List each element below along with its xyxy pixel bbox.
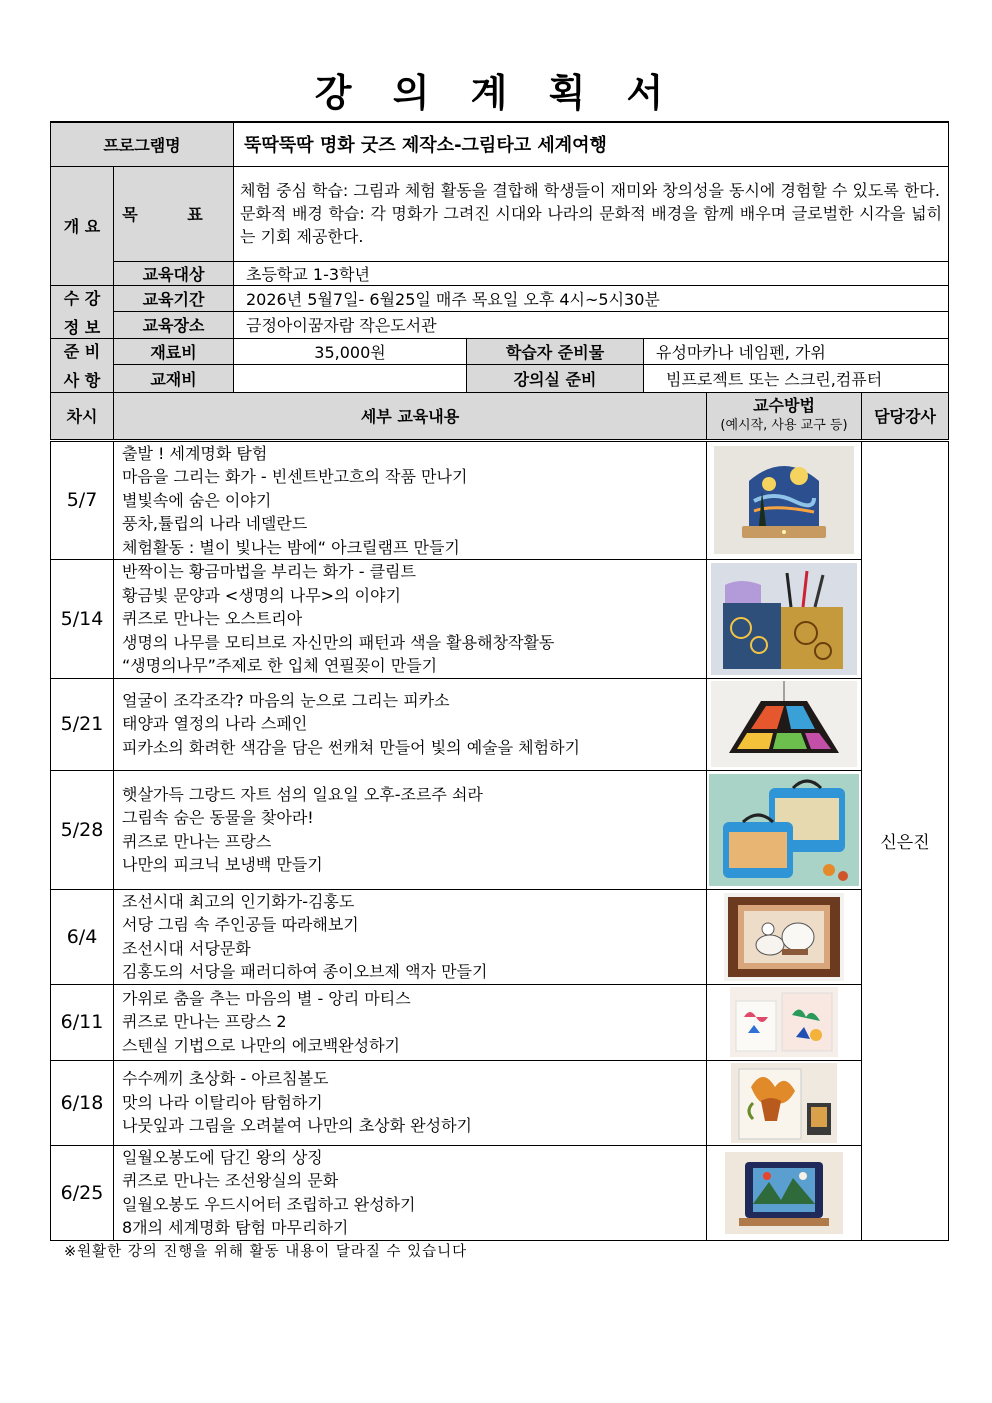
session-line: 김홍도의 서당을 패러디하여 종이오브제 액자 만들기 <box>122 962 488 981</box>
session-line: 수수께끼 초상화 - 아르침볼도 <box>122 1069 329 1089</box>
prep-label-top: 준 비 <box>63 342 101 361</box>
session-line: 얼굴이 조각조각? 마음의 눈으로 그리는 피카소 <box>122 690 450 710</box>
textbook-label: 교재비 <box>114 364 234 392</box>
goal-line-1: 체험 중심 학습: 그림과 체험 활동을 결합해 학생들이 재미와 창의성을 동시에 경험할 수 있도록 한다. <box>240 181 940 200</box>
session-content <box>114 560 707 679</box>
session-line: 퀴즈로 만나는 프랑스 2 <box>122 1012 287 1032</box>
session-date: 6/11 <box>51 984 114 1060</box>
target-value: 초등학교 1-3학년 <box>234 261 949 285</box>
session-line: 반짝이는 황금마법을 부리는 화가 - 클림트 <box>122 562 416 581</box>
session-line: 서당 그림 속 주인공들 따라해보기 <box>122 915 359 934</box>
suncatcher-lamp-image <box>707 678 862 770</box>
session-date: 6/25 <box>51 1145 114 1240</box>
leaf-portrait-image <box>707 1060 862 1145</box>
prep-label-bottom: 사 항 <box>63 371 101 390</box>
picnic-cooler-bag-image <box>707 770 862 889</box>
session-content <box>114 770 707 889</box>
course-info-label-top: 수 강 <box>63 288 101 308</box>
session-content <box>114 1060 707 1145</box>
content-header: 세부 교육내용 <box>114 392 707 440</box>
learner-prep-value: 유성마카나 네임펜, 가위 <box>644 338 949 364</box>
room-prep-label: 강의실 준비 <box>467 364 644 392</box>
session-line: 조선시대 최고의 인기화가-김홍도 <box>122 891 355 911</box>
course-info-label-bottom: 정 보 <box>63 317 101 337</box>
footnote: ※원활한 강의 진행을 위해 활동 내용이 달라질 수 있습니다 <box>64 1244 468 1260</box>
session-line: 햇살가득 그랑드 자트 섬의 일요일 오후-조르주 쇠라 <box>122 784 483 804</box>
goal-text <box>234 166 949 261</box>
session-header: 차시 <box>51 392 114 440</box>
learner-prep-label: 학습자 준비물 <box>467 338 644 364</box>
session-line: 일월오봉도에 담긴 왕의 상징 <box>122 1147 323 1167</box>
method-header-title: 교수방법 <box>753 395 815 415</box>
place-label: 교육장소 <box>114 312 234 339</box>
session-line: 별빛속에 숨은 이야기 <box>122 490 272 510</box>
lecture-plan-table <box>50 121 949 1241</box>
session-line: 그림속 숨은 동물을 찾아라! <box>122 808 314 827</box>
session-line: 황금빛 문양과 <생명의 나무>의 이야기 <box>122 585 401 605</box>
method-header-sub: (예시작, 사용 교구 등) <box>720 417 848 433</box>
goal-line-2: 문화적 배경 학습: 각 명화가 그려진 시대와 나라의 문화적 배경을 함께 배우며 글로벌한 시각을 넓히는 기회 제공한다. <box>240 204 943 246</box>
session-line: 일월오봉도 우드시어터 조립하고 완성하기 <box>122 1194 416 1214</box>
goal-label: 목 표 <box>114 166 234 261</box>
session-content <box>114 678 707 770</box>
material-fee-label: 재료비 <box>114 338 234 364</box>
textbook-value <box>234 364 467 392</box>
tree-of-life-pencil-holder-image <box>707 560 862 679</box>
paper-object-frame-image <box>707 889 862 984</box>
session-content <box>114 440 707 560</box>
session-line: 퀴즈로 만나는 프랑스 <box>122 831 272 851</box>
place-value: 금정아이꿈자람 작은도서관 <box>234 312 949 339</box>
session-line: 생명의 나무를 모티브로 자신만의 패턴과 색을 활용해창작활동 <box>122 632 555 652</box>
session-date: 5/14 <box>51 560 114 679</box>
session-line: 나만의 피크닉 보냉백 만들기 <box>122 855 323 874</box>
period-label: 교육기간 <box>114 285 234 312</box>
instructor-header: 담당강사 <box>862 392 949 440</box>
overview-label: 개 요 <box>51 166 114 285</box>
session-line: “생명의나무”주제로 한 입체 연필꽂이 만들기 <box>122 656 438 675</box>
session-date: 6/18 <box>51 1060 114 1145</box>
session-line: 체험활동 : 별이 빛나는 밤에“ 아크릴램프 만들기 <box>122 537 460 557</box>
starry-night-acrylic-lamp-image <box>707 440 862 560</box>
session-date: 5/21 <box>51 678 114 770</box>
session-content <box>114 889 707 984</box>
method-header <box>707 392 862 440</box>
program-name: 뚝딱뚝딱 명화 굿즈 제작소-그림타고 세계여행 <box>234 122 949 166</box>
room-prep-value: 빔프로젝트 또는 스크린,컴퓨터 <box>644 364 949 392</box>
session-line: 출발 ! 세계명화 탐험 <box>122 443 268 463</box>
session-date: 5/28 <box>51 770 114 889</box>
prep-label <box>51 338 114 392</box>
session-line: 조선시대 서당문화 <box>122 938 251 958</box>
session-line: 퀴즈로 만나는 오스트리아 <box>122 609 303 628</box>
document-title: 강 의 계 획 서 <box>314 71 678 115</box>
session-line: 스텐실 기법으로 나만의 에코백완성하기 <box>122 1035 401 1055</box>
session-line: 맛의 나라 이탈리아 탐험하기 <box>122 1092 323 1112</box>
session-date: 5/7 <box>51 440 114 560</box>
session-line: 8개의 세계명화 탐험 마무리하기 <box>122 1218 349 1237</box>
session-date: 6/4 <box>51 889 114 984</box>
target-label: 교육대상 <box>114 261 234 285</box>
session-line: 풍차,튤립의 나라 네델란드 <box>122 514 308 533</box>
wood-theater-image <box>707 1145 862 1240</box>
session-content <box>114 1145 707 1240</box>
instructor-name: 신은진 <box>862 440 949 1240</box>
program-label: 프로그램명 <box>51 122 234 166</box>
session-content <box>114 984 707 1060</box>
session-line: 피카소의 화려한 색감을 담은 썬캐쳐 만들어 빛의 예술을 체험하기 <box>122 737 581 757</box>
session-line: 가위로 춤을 추는 마음의 별 - 앙리 마티스 <box>122 988 411 1008</box>
session-line: 마음을 그리는 화가 - 빈센트반고흐의 작품 만나기 <box>122 467 468 486</box>
stencil-eco-bag-image <box>707 984 862 1060</box>
period-value: 2026년 5월7일- 6월25일 매주 목요일 오후 4시~5시30분 <box>234 285 949 312</box>
session-line: 태양과 열정의 나라 스페인 <box>122 714 308 734</box>
material-fee-value: 35,000원 <box>234 338 467 364</box>
session-line: 퀴즈로 만나는 조선왕실의 문화 <box>122 1171 339 1190</box>
session-line: 나뭇잎과 그림을 오려붙여 나만의 초상화 완성하기 <box>122 1116 473 1136</box>
course-info-label <box>51 285 114 338</box>
